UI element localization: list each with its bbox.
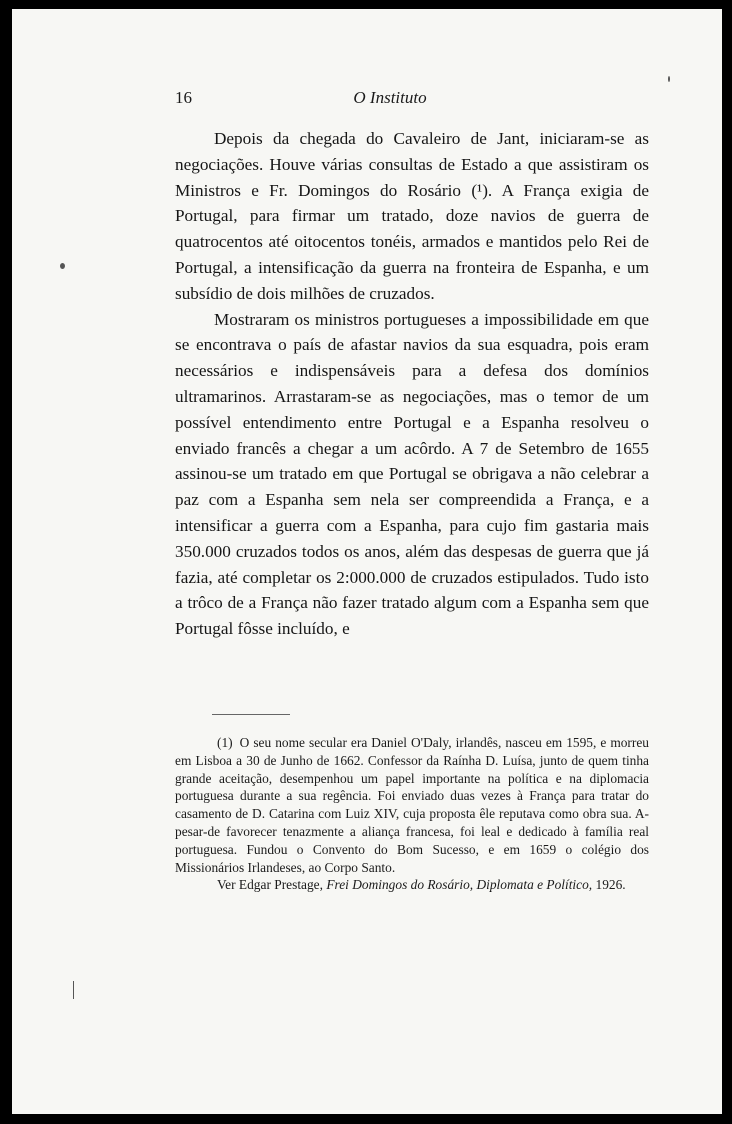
page-number: 16 [175,88,192,107]
scan-mark [73,981,74,999]
reference-title: Frei Domingos do Rosário, Diplomata e Político, [326,877,593,893]
body-paragraph-1: Depois da chegada do Cavaleiro de Jant, iniciaram-se as negociações. Houve várias consultas de Estado a que assistiram os Ministros e Fr. Domingos do Rosário (¹). A França exigia de Portugal, para firmar um tratado, doze navios de guerra de quatrocentos até oitocentos tonéis, armados e mantidos pelo Rei de Portugal, a intensificação da guerra na fronteira de Espanha, e um subsídio de dois milhões de cruzados. [175,129,649,303]
reference-prefix: Ver Edgar Prestage, [217,877,323,893]
running-title: O Instituto [353,88,427,107]
footnote-divider [212,714,290,715]
reference-year: 1926. [595,877,626,893]
footnote-1 [175,734,649,876]
footnotes [175,734,649,894]
body-text [175,126,649,642]
footnote-reference [175,876,649,894]
body-paragraph-2: Mostraram os ministros portugueses a impossibilidade em que se encontrava o país de afastar navios da sua esquadra, pois eram necessários e indispensáveis para a defesa dos domínios ultramarinos. Arrastaram-se as negociações, mas o temor de um possível entendimento entre Portugal e a Espanha resolveu o enviado francês a chegar a um acôrdo. A 7 de Setembro de 1655 assinou-se um tratado em que Portugal se obrigava a não celebrar a paz com a Espanha sem nela ser compreendida a França, e a intensificar a guerra com a Espanha, para cujo fim gastaria mais 350.000 cruzados todos os anos, além das despesas de guerra que já fazia, até completar os 2:000.000 de cruzados estipulados. Tudo isto a trôco de a França não fazer tratado algum com a Espanha sem que Portugal fôsse incluído, e [175,309,649,639]
footnote-1-text: O seu nome secular era Daniel O'Daly, irlandês, nasceu em 1595, e morreu em Lisboa a 30 de Junho de 1662. Confessor da Raínha D. Luísa, junto de quem tinha grande aceitação, desempenhou um papel importante na política e na diplomacia portuguesa durante a sua regência. Foi enviado duas vezes à França para tratar do casamento de D. Catarina com Luiz XIV, cuja proposta êle reputava como obra sua. A-pesar-de favorecer tenazmente a aliança francesa, foi leal e dedicado à família real portuguesa. Fundou o Convento do Bom Sucesso, e em 1659 o colégio dos Missionários Irlandeses, ao Corpo Santo. [175,735,649,875]
ink-speck [668,76,670,82]
ink-speck [60,263,65,269]
page-header [175,88,605,110]
footnote-ref-marker: (1) [217,735,233,750]
book-page [12,9,722,1114]
